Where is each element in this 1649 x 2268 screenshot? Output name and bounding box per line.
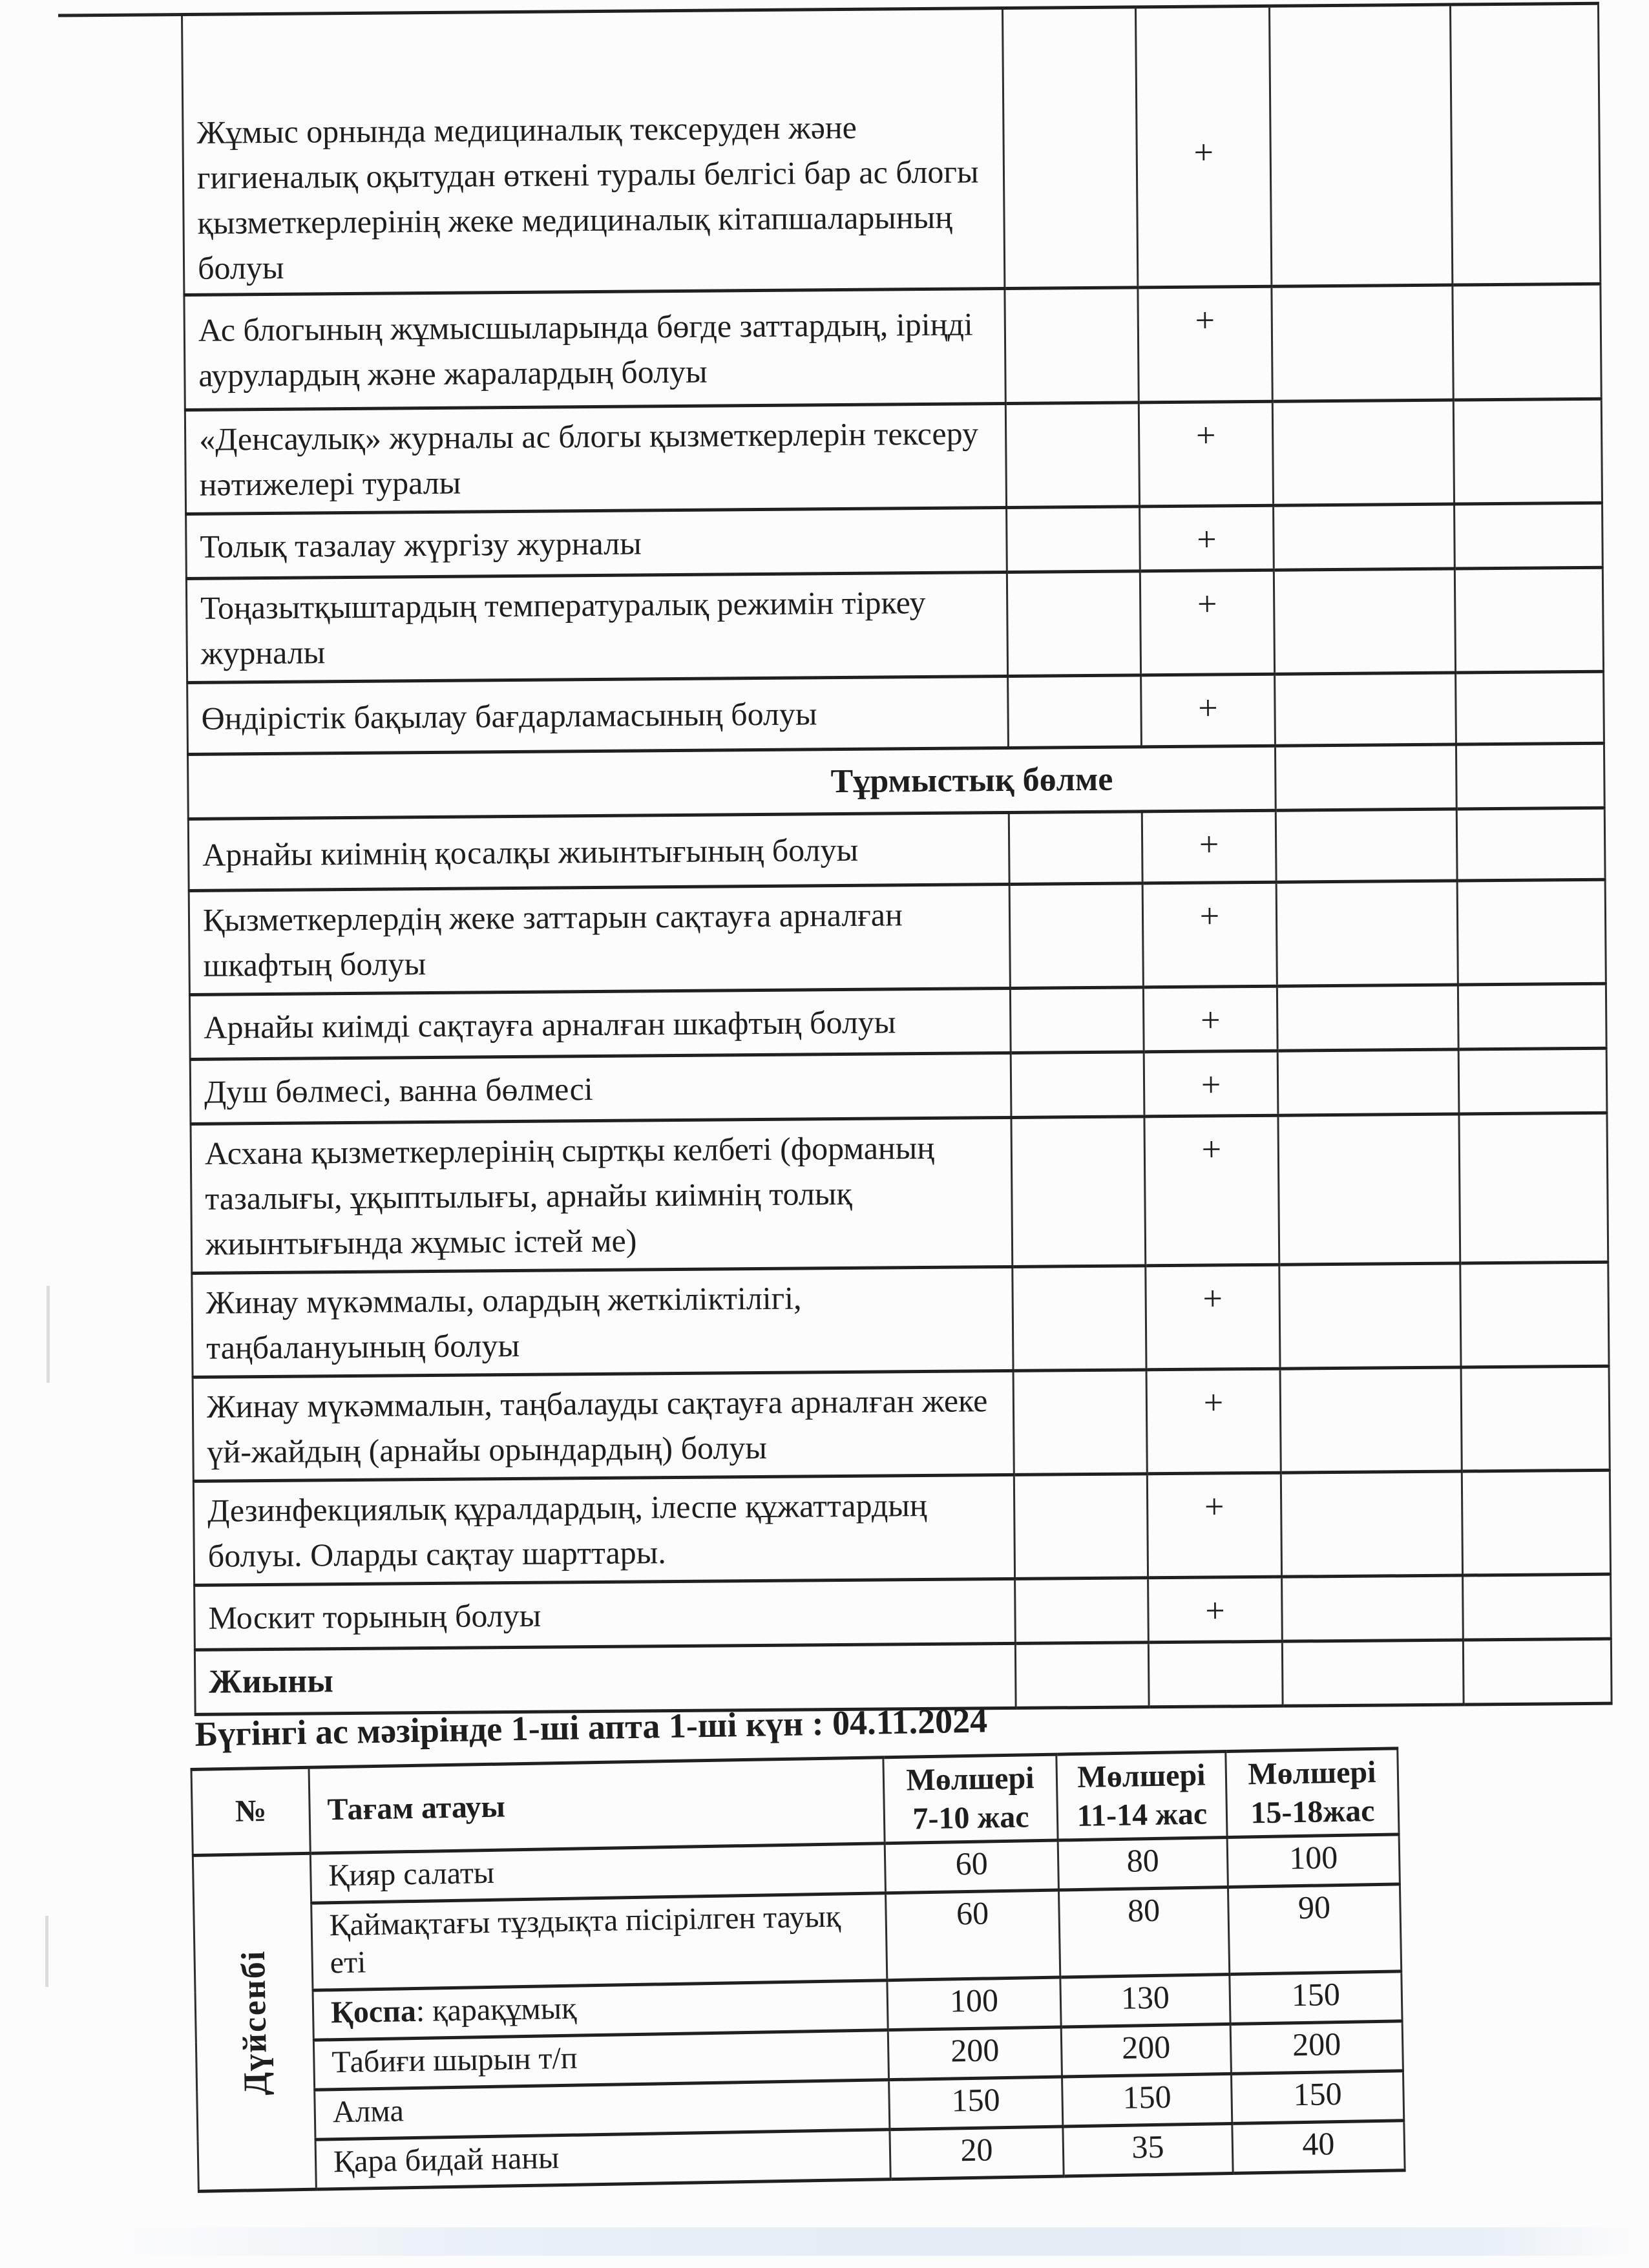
amount-header-top: Мөлшері (1077, 1758, 1206, 1795)
empty-cell (1278, 1114, 1460, 1265)
empty-cell (1010, 987, 1144, 1053)
col-header-amount-7-10 (883, 1754, 1058, 1843)
empty-cell (1456, 671, 1604, 744)
dish-name: Табиғи шырын т/п (313, 2030, 888, 2090)
empty-cell (1014, 1474, 1148, 1579)
amount-value: 200 (888, 2027, 1062, 2080)
plus-mark: + (1203, 1279, 1223, 1318)
empty-cell (1274, 504, 1455, 570)
amount-header-bottom: 15-18жас (1250, 1794, 1375, 1831)
empty-cell (1013, 1370, 1147, 1475)
amount-value: 40 (1232, 2121, 1405, 2174)
inspection-row (184, 284, 1601, 410)
amount-value: 20 (890, 2126, 1064, 2179)
empty-cell (1455, 567, 1603, 673)
empty-cell (1007, 507, 1140, 572)
inspection-item-text: «Денсаулық» журналы ас блогы қызметкерлерін тексеру нәтижелері туралы (185, 403, 1006, 514)
empty-cell (1002, 7, 1137, 289)
inspection-item-text: Арнайы киімді сақтауға арналған шкафтың болуы (189, 988, 1011, 1059)
amount-value: 100 (887, 1977, 1061, 2030)
empty-cell (1277, 1049, 1459, 1115)
inspection-row (193, 1366, 1610, 1481)
empty-cell (1455, 503, 1603, 569)
inspection-item-text: Арнайы киімнің қосалқы жиынтығының болуы (188, 812, 1009, 890)
inspection-row (189, 983, 1606, 1059)
check-cell (1142, 882, 1277, 987)
empty-cell (1008, 675, 1142, 748)
empty-cell (1459, 1113, 1608, 1263)
dish-name: Қара бидай наны (315, 2130, 890, 2190)
dish-name-bold-prefix: Қоспа (330, 1993, 417, 2030)
empty-cell (1280, 1367, 1462, 1473)
plus-mark: + (1204, 1591, 1225, 1630)
empty-cell (1005, 288, 1139, 404)
empty-cell (1013, 1266, 1146, 1371)
inspection-item-text: Өндірістік бақылау бағдарламасының болуы (187, 676, 1009, 754)
inspection-item-text: Жинау мүкәммалын, таңбалауды сақтауға арналған жеке үй-жайдың (арнайы орындардың) болуы (193, 1370, 1014, 1481)
empty-cell (1275, 673, 1456, 746)
inspection-item-text: Ас блогының жұмысшыларында бөгде заттардың, іріңді аурулардың және жаралардың болуы (184, 289, 1005, 410)
dish-name: Қияр салаты (310, 1843, 885, 1904)
amount-value: 150 (1231, 2071, 1403, 2124)
amount-value: 35 (1063, 2123, 1233, 2176)
inspection-item-text: Душ бөлмесі, ванна бөлмесі (190, 1053, 1011, 1124)
empty-cell (1450, 3, 1600, 285)
empty-cell (1282, 1575, 1464, 1641)
col-header-dish: Тағам атауы (309, 1758, 885, 1853)
empty-cell (1463, 1639, 1612, 1705)
check-cell (1148, 1577, 1283, 1643)
empty-cell (1277, 985, 1458, 1051)
empty-cell (1460, 1262, 1609, 1367)
scan-artifact-strip (110, 2227, 1635, 2256)
amount-value: 80 (1058, 1887, 1229, 1977)
inspection-item-text: Жинау мүкәммалы, олардың жеткіліктілігі, таңбалануының болуы (192, 1266, 1013, 1377)
empty-cell (1463, 1574, 1612, 1640)
inspection-row (185, 399, 1602, 514)
plus-mark: + (1199, 824, 1219, 864)
plus-mark: + (1197, 584, 1217, 624)
inspection-item-text: Қызметкерлердің жеке заттарын сақтауға арналған шкафтың болуы (189, 884, 1010, 994)
table-top-border-extension (58, 13, 184, 17)
check-cell (1138, 286, 1272, 403)
check-cell (1146, 1265, 1280, 1370)
dish-name: Алма (315, 2080, 890, 2140)
plus-mark: + (1200, 1000, 1221, 1040)
empty-cell (1011, 1052, 1144, 1118)
check-cell (1146, 1369, 1281, 1474)
inspection-table (181, 2, 1613, 1716)
inspection-row (189, 879, 1606, 994)
inspection-row (188, 808, 1605, 890)
empty-cell (1458, 983, 1606, 1049)
amount-header-top: Мөлшері (1247, 1754, 1376, 1792)
inspection-row (187, 671, 1604, 754)
check-cell (1139, 401, 1273, 507)
col-header-amount-11-14 (1056, 1752, 1227, 1841)
empty-cell (1457, 879, 1606, 985)
plus-mark: + (1196, 520, 1217, 559)
amount-value: 100 (1227, 1834, 1400, 1887)
check-cell (1147, 1473, 1281, 1578)
plus-mark: + (1204, 1487, 1224, 1526)
inspection-row (193, 1470, 1610, 1585)
inspection-row (194, 1574, 1612, 1650)
amount-value: 90 (1228, 1884, 1401, 1975)
col-header-no: № (191, 1767, 310, 1855)
section-header-cell: Тұрмыстық бөлме (188, 746, 1276, 819)
dish-name: Қаймақтағы тұздықта пісірілген тауық еті (311, 1893, 887, 1990)
inspection-item-text: Толық тазалау жүргізу журналы (186, 507, 1007, 578)
inspection-row (192, 1262, 1609, 1377)
inspection-item-text: Москит торының болуы (194, 1579, 1016, 1650)
day-cell (193, 1853, 316, 2191)
empty-cell (1453, 399, 1602, 504)
day-label: Дүйсенбі (235, 1949, 275, 2095)
plus-mark: + (1198, 688, 1218, 728)
amount-value: 150 (1062, 2074, 1232, 2126)
check-cell (1141, 674, 1276, 747)
check-cell (1144, 1115, 1279, 1266)
menu-heading: Бүгінгі ас мәзірінде 1-ші апта 1-ші күн : 04.11.2024 (194, 1701, 988, 1754)
amount-header-bottom: 11-14 жас (1077, 1796, 1208, 1834)
menu-section (189, 1692, 1404, 2192)
inspection-row (191, 1113, 1608, 1273)
empty-cell (1005, 403, 1139, 508)
empty-cell (1015, 1578, 1149, 1644)
inspection-table-section (181, 2, 1611, 1716)
inspection-row (186, 567, 1603, 682)
empty-cell (1009, 812, 1142, 885)
inspection-row (190, 1048, 1607, 1124)
inspection-item-text: Дезинфекциялық құралдардың, ілеспе құжаттардың болуы. Оларды сақтау шарттары. (193, 1475, 1014, 1585)
empty-cell (1272, 285, 1453, 401)
check-cell (1140, 570, 1274, 675)
scan-artifact-dash (45, 1916, 48, 1987)
empty-cell (1279, 1263, 1461, 1369)
scan-artifact-dash (47, 1286, 50, 1383)
empty-cell (1276, 881, 1458, 986)
empty-cell (1009, 883, 1143, 989)
plus-mark: + (1193, 132, 1214, 172)
amount-value: 200 (1230, 2021, 1403, 2074)
check-cell (1143, 986, 1277, 1052)
amount-value: 80 (1058, 1837, 1228, 1890)
empty-cell (1276, 809, 1457, 882)
plus-mark: + (1201, 1129, 1222, 1169)
empty-cell (1281, 1471, 1462, 1577)
plus-mark: + (1195, 300, 1215, 340)
inspection-row (182, 3, 1601, 295)
amount-value: 130 (1060, 1974, 1230, 2027)
inspection-item-text: Жұмыс орнында медициналық тексеруден және гигиеналық оқытудан өткені туралы белгісі бар ас блогы қызметкерлерінің жеке медициналық кітапшаларының болуы (182, 8, 1005, 295)
plus-mark: + (1199, 896, 1220, 936)
amount-value: 60 (885, 1840, 1058, 1893)
empty-cell (1269, 5, 1452, 286)
check-cell (1142, 810, 1276, 883)
empty-cell (1274, 569, 1455, 674)
inspection-item-text: Асхана қызметкерлерінің сыртқы келбеті (форманың тазалығы, ұқыптылығы, арнайы киімнің толық жиынтығында жұмыс істей ме) (191, 1117, 1013, 1273)
empty-cell (1456, 808, 1605, 881)
col-header-amount-15-18 (1226, 1748, 1399, 1838)
empty-cell (1275, 744, 1456, 810)
check-cell (1140, 505, 1274, 571)
empty-cell (1461, 1366, 1610, 1471)
plus-mark: + (1201, 1065, 1221, 1104)
empty-cell (1458, 1048, 1607, 1114)
empty-cell (1462, 1470, 1610, 1575)
empty-cell (1272, 400, 1454, 505)
amount-value: 150 (889, 2077, 1063, 2130)
check-cell (1135, 6, 1271, 288)
total-label: Жиыны (194, 1643, 1016, 1714)
plus-mark: + (1203, 1383, 1224, 1422)
amount-header-top: Мөлшері (905, 1761, 1035, 1798)
empty-cell (1011, 1117, 1146, 1267)
inspection-item-text: Тоңазытқыштардың температуралық режимін тіркеу журналы (186, 572, 1007, 682)
empty-cell (1456, 743, 1604, 809)
dish-name-rest: : қарақұмық (415, 1991, 577, 2028)
amount-header-bottom: 7-10 жас (912, 1800, 1029, 1836)
empty-cell (1007, 571, 1140, 677)
plus-mark: + (1195, 415, 1216, 455)
amount-value: 150 (1230, 1971, 1402, 2024)
inspection-row (186, 503, 1603, 578)
section-header-row (188, 743, 1605, 819)
amount-value: 200 (1061, 2024, 1231, 2077)
menu-table (190, 1747, 1405, 2193)
check-cell (1144, 1051, 1278, 1117)
amount-value: 60 (886, 1890, 1060, 1980)
empty-cell (1453, 284, 1601, 400)
